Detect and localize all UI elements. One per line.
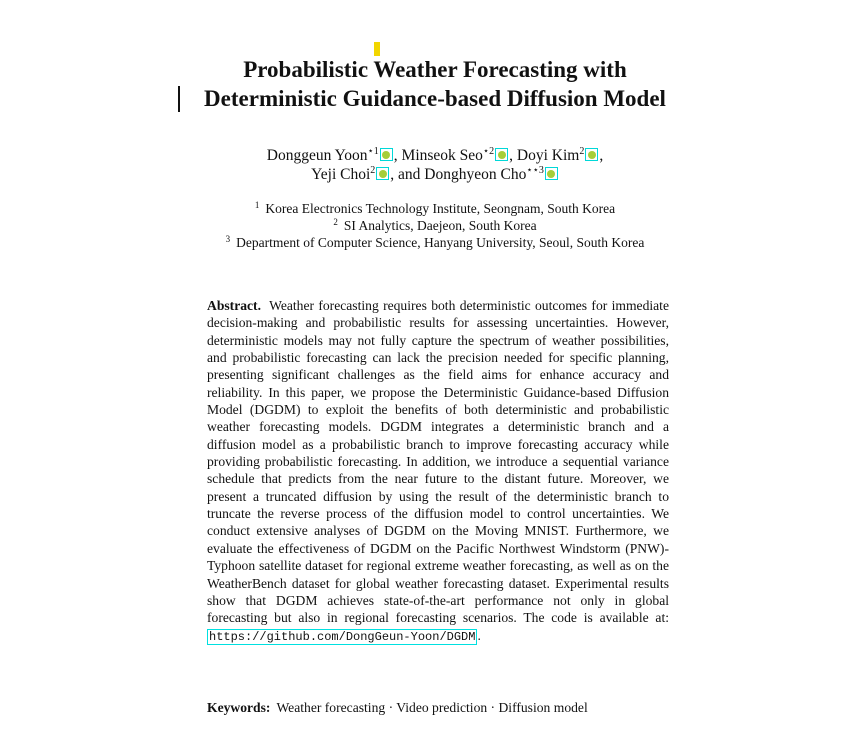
author-name: Yeji Choi bbox=[311, 166, 371, 183]
affiliation-text: Korea Electronics Technology Institute, Seongnam, South Korea bbox=[265, 201, 616, 216]
author-marks: ⋆2 bbox=[482, 146, 495, 157]
author-marks: 2 bbox=[579, 146, 585, 157]
code-link[interactable]: https://github.com/DongGeun-Yoon/DGDM bbox=[209, 629, 476, 644]
author-marks: 2 bbox=[370, 165, 376, 176]
orcid-icon[interactable] bbox=[376, 167, 389, 180]
highlight-marker bbox=[374, 42, 380, 56]
author-marks: ⋆1 bbox=[367, 146, 379, 157]
orcid-icon[interactable] bbox=[495, 148, 508, 161]
affiliation-number: 1 bbox=[254, 200, 260, 210]
keywords-text: Weather forecasting · Video prediction · Diffusion model bbox=[276, 700, 588, 715]
orcid-icon[interactable] bbox=[585, 148, 598, 161]
paper-title-line-1: Probabilistic Weather Forecasting with bbox=[243, 57, 627, 82]
affiliation-3 bbox=[150, 234, 720, 251]
affiliation-2 bbox=[150, 217, 720, 234]
orcid-icon[interactable] bbox=[545, 167, 558, 180]
affiliation-text: SI Analytics, Daejeon, South Korea bbox=[343, 218, 537, 233]
author-name: Donggeun Yoon bbox=[266, 147, 368, 164]
abstract-text: Weather forecasting requires both deterministic outcomes for immediate decision-making and probabilistic results for assessing uncertainties. However, deterministic models may not fully capture the spectrum of weather possibilities, and probabilistic forecasting can lack the precision needed for specific planning, presenting significant challenges as the field aims for enhance accuracy and reliability. In this paper, we propose the Deterministic Guidance-based Diffusion Model (DGDM) to exploit the benefits of both deterministic and probabilistic weather forecasting models. DGDM integrates a deterministic branch and a diffusion model as a probabilistic branch to improve forecasting accuracy while providing probabilistic forecasting. In addition, we introduce a sequential variance schedule that predicts from the near future to the distant future. Moreover, we present a truncated diffusion by using the result of the deterministic branch to truncate the reverse process of the diffusion model to control uncertainties. We conduct extensive analyses of DGDM on the Moving MNIST. Furthermore, we evaluate the effectiveness of DGDM on the Pacific Northwest Windstorm (PNW)-Typhoon satellite dataset for regional extreme weather forecasting, as well as on the WeatherBench dataset for global weather forecasting dataset. Experimental results show that DGDM achieves state-of-the-art performance not only in global forecasting but also in regional forecasting scenarios. The code is available at: bbox=[207, 298, 669, 626]
author-name: Donghyeon Cho bbox=[424, 166, 527, 183]
abstract: Abstract. Weather forecasting requires both deterministic outcomes for immediate decision-making and probabilistic results for assessing uncertainties. However, deterministic models may not fully capture the spectrum of weather possibilities, and probabilistic forecasting can lack the precision needed for specific planning, presenting significant challenges as the field aims for enhance accuracy and reliability. In this paper, we propose the Deterministic Guidance-based Diffusion Model (DGDM) to exploit the benefits of both deterministic and probabilistic weather forecasting models. DGDM integrates a deterministic branch and a diffusion model as a probabilistic branch to improve forecasting accuracy while providing probabilistic forecasting. In addition, we introduce a sequential variance schedule that predicts from the near future to the distant future. Moreover, we present a truncated diffusion by using the result of the deterministic branch to truncate the reverse process of the diffusion model to control uncertainties. We conduct extensive analyses of DGDM on the Moving MNIST. Furthermore, we evaluate the effectiveness of DGDM on the Pacific Northwest Windstorm (PNW)-Typhoon satellite dataset for regional extreme weather forecasting, as well as on the WeatherBench dataset for global weather forecasting dataset. Experimental results show that DGDM achieves state-of-the-art performance not only in global forecasting but also in regional forecasting scenarios. The code is available at: https://github.com/DongGeun-Yoon/DGDM . bbox=[207, 298, 669, 644]
author-name: Minseok Seo bbox=[401, 147, 483, 164]
abstract-label: Abstract. bbox=[207, 298, 261, 313]
author-name: Doyi Kim bbox=[516, 147, 580, 164]
affiliation-1 bbox=[150, 200, 720, 217]
affiliation-number: 2 bbox=[333, 217, 338, 227]
author-marks: ⋆⋆3 bbox=[526, 165, 544, 176]
paper-title-line-2: Deterministic Guidance-based Diffusion Model bbox=[204, 86, 666, 111]
orcid-icon[interactable] bbox=[380, 148, 393, 161]
author-line-1: Donggeun Yoon$^{⋆1}$ , Minseok Seo$^{⋆2}$ , Doyi Kim$^2$ , bbox=[266, 146, 604, 164]
affiliation-number: 3 bbox=[225, 234, 231, 244]
keywords-label: Keywords: bbox=[207, 700, 271, 715]
keywords bbox=[207, 699, 677, 717]
affiliation-text: Department of Computer Science, Hanyang University, Seoul, South Korea bbox=[236, 235, 645, 250]
author-line-2: Yeji Choi$^2$ , and Donghyeon Cho$^{⋆⋆3}$ bbox=[150, 165, 720, 184]
